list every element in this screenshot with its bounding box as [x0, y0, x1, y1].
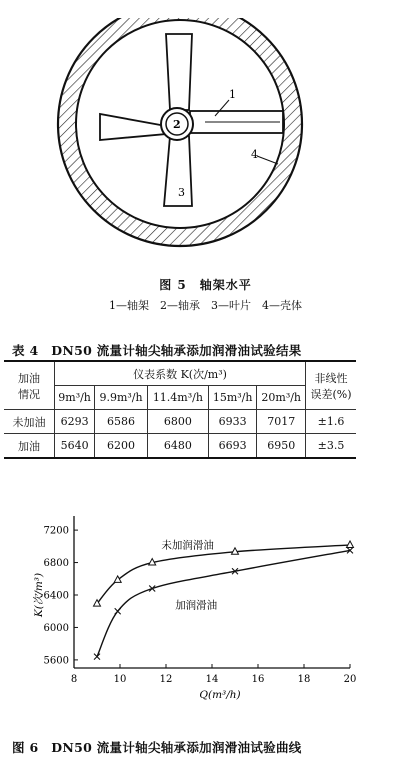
- y-tick-label: 7200: [43, 525, 69, 537]
- y-tick-label: 6400: [43, 590, 69, 602]
- row-header-top: 加油: [18, 371, 40, 385]
- series-label: 加润滑油: [175, 599, 218, 612]
- table4-title: 表 4 DN50 流量计轴尖轴承添加润滑油试验结果: [12, 343, 302, 358]
- table-header-row-1: [4, 361, 356, 386]
- nonlinearity-header-bottom: 误差(%): [310, 387, 352, 401]
- blade-upper: [166, 34, 192, 110]
- x-axis-label: Q(m³/h): [199, 689, 241, 701]
- data-point-x: [94, 654, 100, 660]
- data-point-triangle: [347, 541, 354, 548]
- housing-ring-hatch: [40, 18, 380, 273]
- flow-header: 15m³/h: [208, 386, 257, 410]
- table-row: [4, 410, 356, 434]
- figure6-chart: [30, 510, 370, 720]
- error-cell: ±1.6: [306, 410, 357, 434]
- table-cell: 7017: [257, 410, 306, 434]
- table-cell: 6950: [257, 434, 306, 459]
- flow-header: 9.9m³/h: [95, 386, 148, 410]
- series-label: 未加润滑油: [161, 539, 214, 552]
- table-cell: 6933: [208, 410, 257, 434]
- x-tick-label: 10: [113, 674, 127, 685]
- figure6-caption: 图 6 DN50 流量计轴尖轴承添加润滑油试验曲线: [12, 740, 302, 755]
- row-label: 加油: [4, 434, 55, 459]
- y-tick-label: 6000: [43, 622, 69, 634]
- table-header-row-2: [4, 386, 356, 410]
- label-4: 4: [251, 148, 258, 161]
- table-cell: 6200: [95, 434, 148, 459]
- y-tick-label: 6800: [43, 558, 69, 570]
- results-table: [4, 360, 356, 459]
- y-axis-label: K(次/m³): [33, 572, 45, 618]
- series-line: [97, 550, 350, 656]
- figure5-caption: 图 5 轴架水平: [159, 278, 252, 292]
- data-point-x: [115, 608, 121, 614]
- label-3: 3: [178, 186, 185, 199]
- table-cell: 6293: [55, 410, 95, 434]
- table-cell: 6800: [147, 410, 208, 434]
- row-header-cell: [4, 361, 55, 410]
- label-2: 2: [173, 118, 181, 131]
- flow-header: 9m³/h: [55, 386, 95, 410]
- x-tick-label: 18: [297, 674, 311, 685]
- figure5-drawing: [40, 18, 380, 273]
- x-tick-label: 12: [159, 674, 173, 685]
- x-tick-label: 20: [343, 674, 357, 685]
- flow-header: 11.4m³/h: [147, 386, 208, 410]
- series-line: [97, 545, 350, 604]
- group-header: 仪表系数 K(次/m³): [55, 361, 306, 386]
- label-1: 1: [229, 88, 236, 101]
- data-point-triangle: [114, 576, 121, 583]
- figure5-legend: 1—轴架 2—轴承 3—叶片 4—壳体: [109, 299, 302, 312]
- x-tick-label: 14: [205, 674, 219, 685]
- row-header-bottom: 情况: [18, 387, 40, 401]
- table-cell: 6586: [95, 410, 148, 434]
- table-row: [4, 434, 356, 459]
- x-tick-label: 16: [251, 674, 265, 685]
- x-tick-label: 8: [70, 674, 78, 685]
- table-cell: 5640: [55, 434, 95, 459]
- nonlinearity-header-cell: [306, 361, 357, 410]
- row-label: 未加油: [4, 410, 55, 434]
- nonlinearity-header-top: 非线性: [314, 371, 348, 385]
- table-cell: 6693: [208, 434, 257, 459]
- table-cell: 6480: [147, 434, 208, 459]
- flow-header: 20m³/h: [257, 386, 306, 410]
- y-tick-label: 5600: [43, 655, 69, 667]
- error-cell: ±3.5: [306, 434, 357, 459]
